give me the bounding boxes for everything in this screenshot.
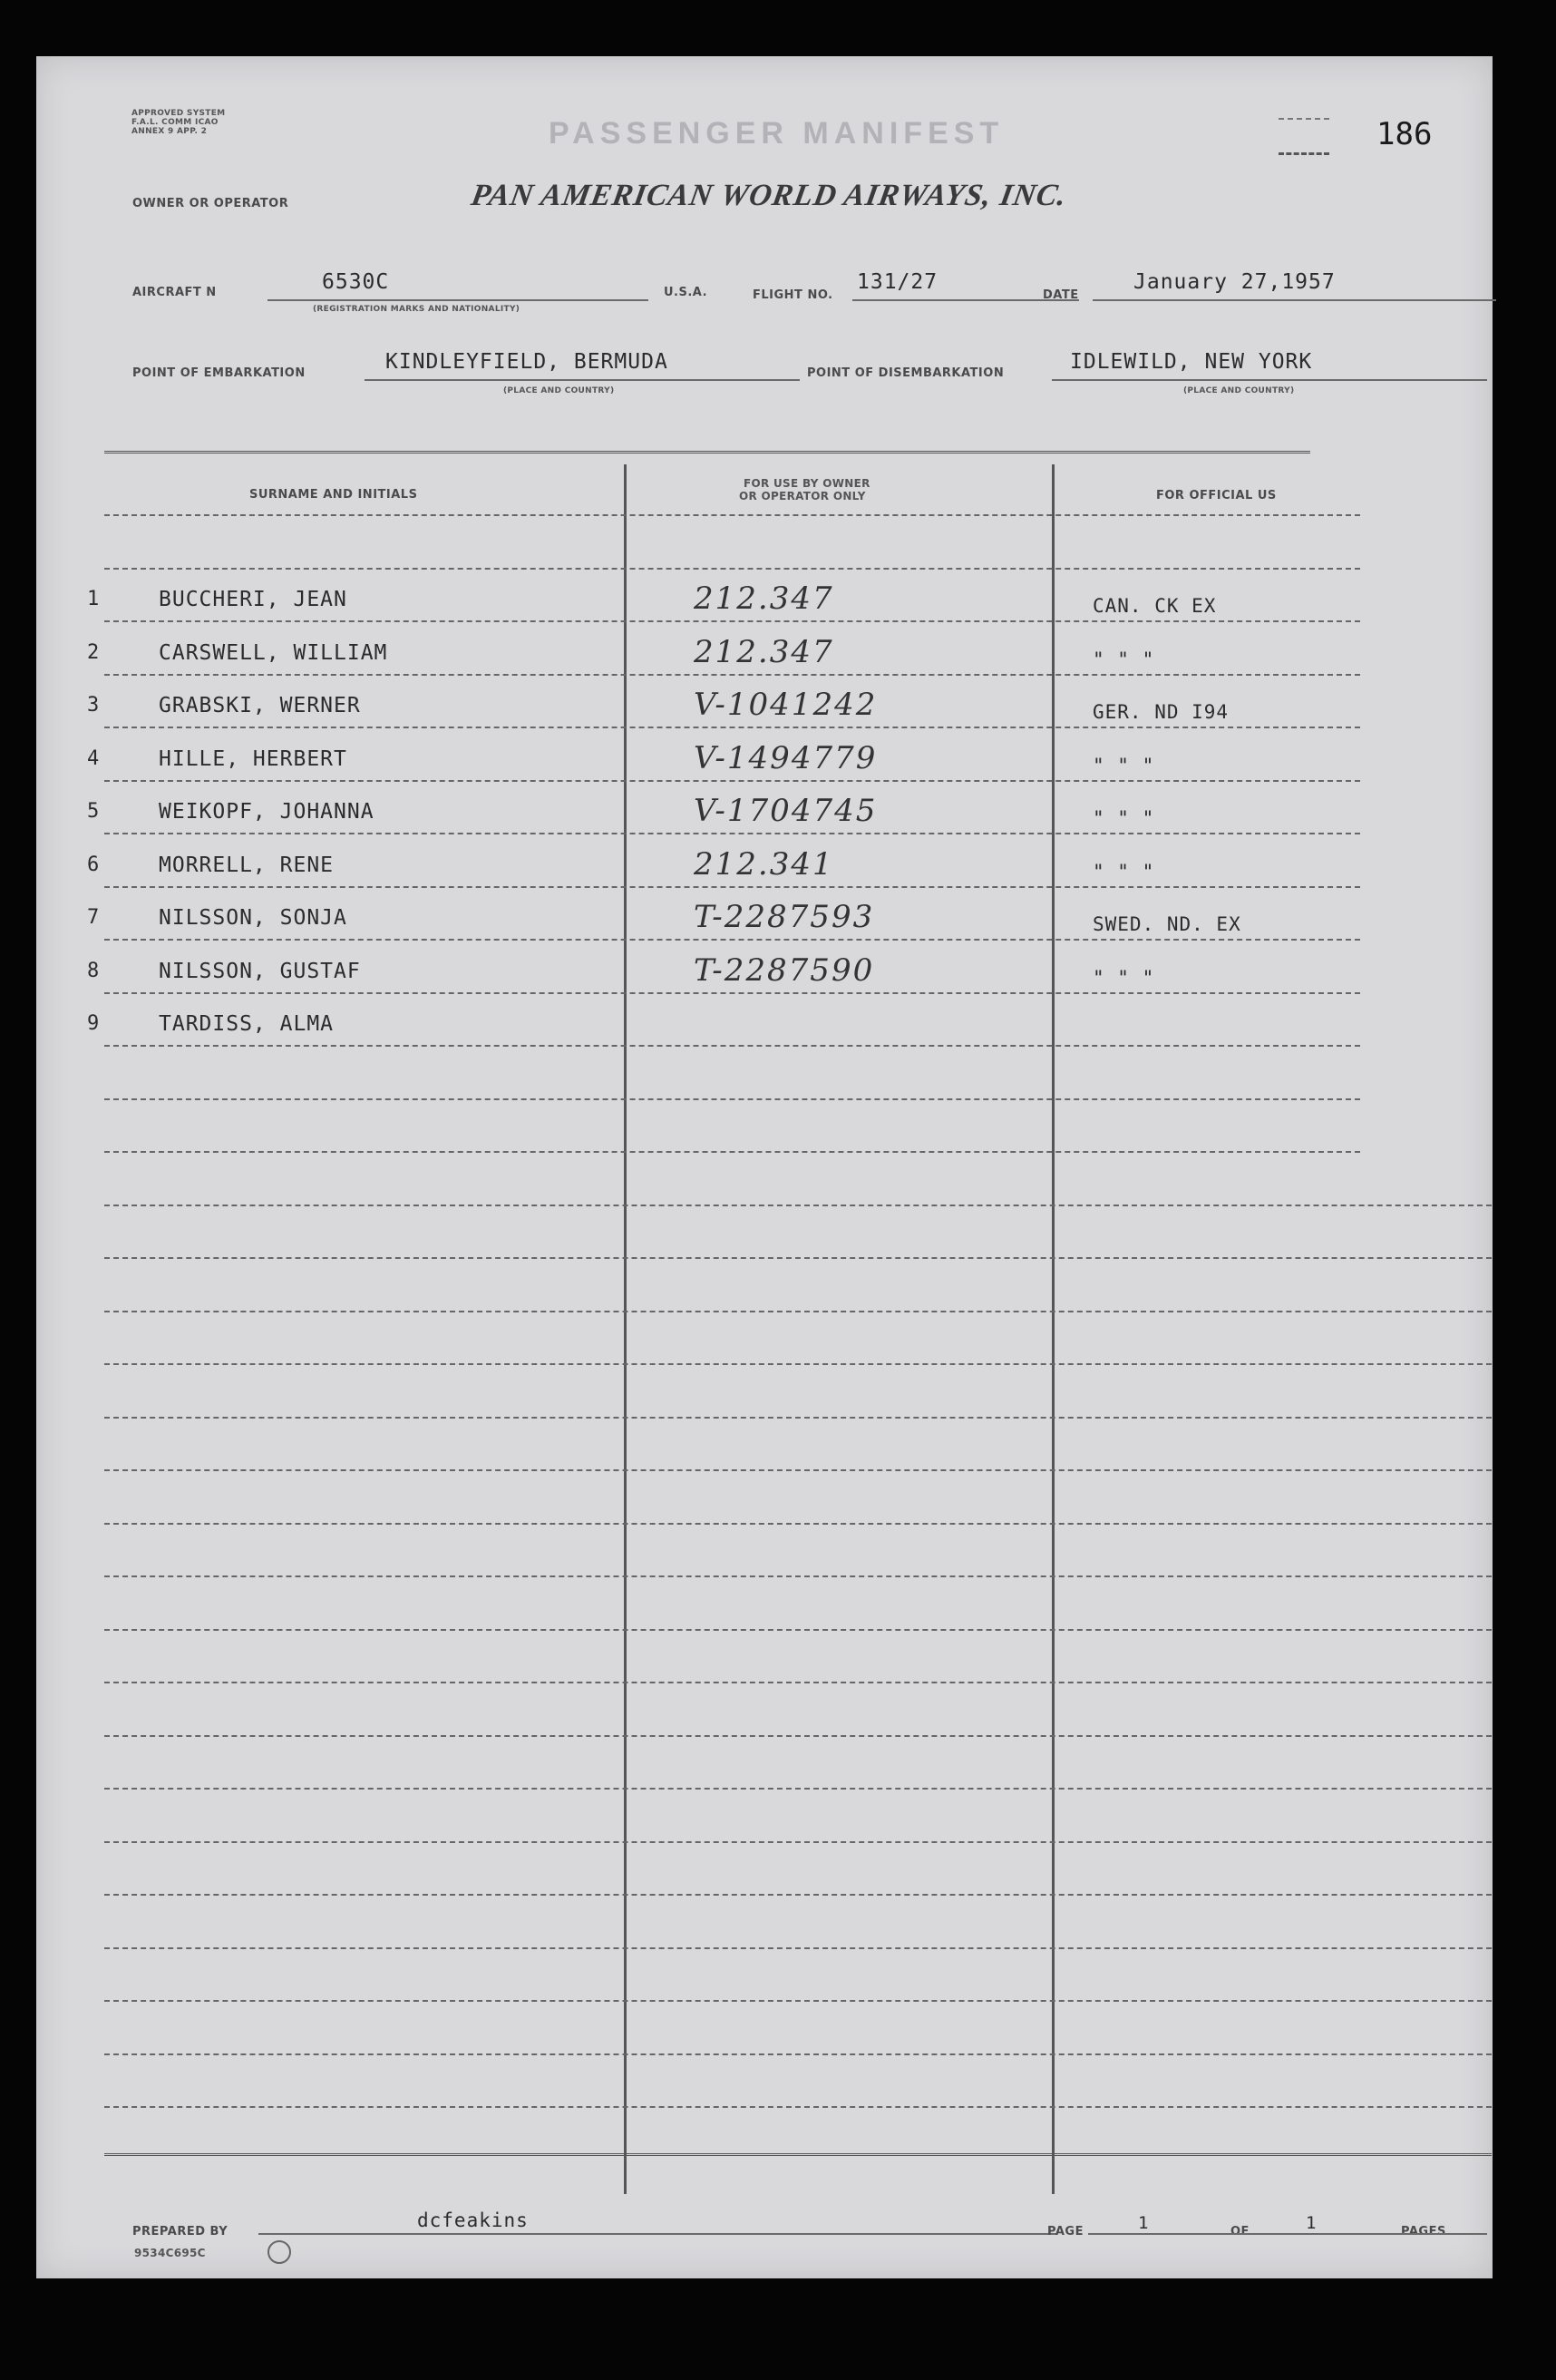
page-number: 186 xyxy=(1376,116,1433,152)
table-rule xyxy=(104,2000,1492,2002)
row-number: 9 xyxy=(87,1012,101,1035)
table-rule xyxy=(104,1098,1360,1100)
table-rule xyxy=(104,1841,1492,1843)
table-top-rule xyxy=(104,451,1310,454)
owner-reference: V-1494779 xyxy=(694,739,878,776)
embark-value: KINDLEYFIELD, BERMUDA xyxy=(385,350,668,374)
table-rule xyxy=(104,780,1360,782)
owner-reference: T-2287593 xyxy=(694,899,875,935)
owner-reference: V-1041242 xyxy=(694,687,878,723)
col-owner-header-1: FOR USE BY OWNER xyxy=(744,477,870,490)
official-note: CAN. CK EX xyxy=(1093,595,1217,617)
table-rule xyxy=(104,1469,1492,1471)
table-rule xyxy=(104,727,1360,728)
row-number: 4 xyxy=(87,746,101,770)
of-label: OF xyxy=(1230,2225,1250,2239)
column-divider-2 xyxy=(1052,464,1055,2194)
of-value: 1 xyxy=(1306,2213,1318,2233)
corner-mark-lower xyxy=(1279,152,1329,155)
owner-reference: 212.341 xyxy=(694,845,834,883)
official-note: " " " xyxy=(1093,754,1155,776)
flight-label: FLIGHT NO. xyxy=(753,288,833,302)
passenger-name: WEIKOPF, JOHANNA xyxy=(159,800,374,824)
disembark-sublabel: (PLACE AND COUNTRY) xyxy=(1183,386,1295,395)
col-official-header: FOR OFFICIAL US xyxy=(1156,489,1277,502)
table-rule xyxy=(104,1735,1492,1737)
passenger-name: GRABSKI, WERNER xyxy=(159,694,361,717)
official-note: " " " xyxy=(1093,966,1155,989)
embark-sublabel: (PLACE AND COUNTRY) xyxy=(503,386,615,395)
page-label: PAGE xyxy=(1047,2225,1084,2239)
table-rule xyxy=(104,674,1360,676)
table-rule xyxy=(104,1947,1492,1949)
table-rule xyxy=(104,1523,1492,1525)
pages-label: PAGES xyxy=(1401,2225,1446,2239)
aircraft-sublabel: (REGISTRATION MARKS AND NATIONALITY) xyxy=(313,305,520,314)
passenger-name: MORRELL, RENE xyxy=(159,853,335,877)
table-rule xyxy=(104,620,1360,622)
owner-reference: 212.347 xyxy=(694,580,834,617)
passenger-name: BUCCHERI, JEAN xyxy=(159,588,347,611)
table-rule xyxy=(104,2106,1492,2108)
passenger-name: CARSWELL, WILLIAM xyxy=(159,640,388,665)
disembark-value: IDLEWILD, NEW YORK xyxy=(1070,350,1313,374)
table-rule xyxy=(104,1575,1492,1577)
row-number: 7 xyxy=(87,906,101,929)
flight-value: 131/27 xyxy=(857,270,938,294)
table-rule xyxy=(104,1788,1492,1790)
aircraft-value: 6530C xyxy=(322,270,390,294)
table-rule xyxy=(104,1045,1360,1047)
usa-label: U.S.A. xyxy=(664,286,708,299)
table-rule xyxy=(104,886,1360,888)
table-rule xyxy=(104,1151,1360,1153)
form-number: 9534C695C xyxy=(134,2247,206,2259)
aircraft-label: AIRCRAFT N xyxy=(132,286,217,299)
official-note: GER. ND I94 xyxy=(1093,701,1230,723)
official-note: " " " xyxy=(1093,648,1155,670)
prepared-value: dcfeakins xyxy=(417,2209,529,2231)
col-name-header: SURNAME AND INITIALS xyxy=(249,488,418,502)
table-rule xyxy=(104,1205,1492,1206)
row-number: 2 xyxy=(87,640,101,664)
table-rule xyxy=(104,2053,1492,2055)
passenger-name: NILSSON, GUSTAF xyxy=(159,959,361,983)
owner-value: PAN AMERICAN WORLD AIRWAYS, INC. xyxy=(468,179,1070,212)
column-divider-1 xyxy=(624,464,627,2194)
col-owner-header-2: OR OPERATOR ONLY xyxy=(739,490,866,502)
manifest-sheet xyxy=(36,56,1493,2278)
owner-reference: V-1704745 xyxy=(694,793,878,829)
row-number: 8 xyxy=(87,959,101,982)
row-number: 3 xyxy=(87,694,101,717)
official-note: " " " xyxy=(1093,860,1155,883)
form-title: PASSENGER MANIFEST xyxy=(549,116,1005,151)
owner-label: OWNER OR OPERATOR xyxy=(132,197,289,210)
corner-mark xyxy=(1279,118,1329,120)
table-rule xyxy=(104,833,1360,834)
row-number: 5 xyxy=(87,800,101,823)
table-rule xyxy=(104,1682,1492,1683)
table-rule xyxy=(104,514,1360,516)
page-value: 1 xyxy=(1138,2213,1150,2233)
table-rule xyxy=(104,1894,1492,1896)
official-note: " " " xyxy=(1093,807,1155,829)
owner-reference: 212.347 xyxy=(694,633,834,670)
table-rule xyxy=(104,992,1360,994)
date-value: January 27,1957 xyxy=(1133,270,1336,294)
passenger-name: HILLE, HERBERT xyxy=(159,746,347,771)
table-bottom-rule xyxy=(104,2153,1492,2156)
table-rule xyxy=(104,1363,1492,1365)
embark-label: POINT OF EMBARKATION xyxy=(132,366,306,380)
table-rule xyxy=(104,1257,1492,1259)
owner-reference: T-2287590 xyxy=(694,951,875,989)
union-bug-icon xyxy=(267,2240,291,2264)
table-rule xyxy=(104,1311,1492,1312)
disembark-label: POINT OF DISEMBARKATION xyxy=(807,366,1005,380)
row-number: 6 xyxy=(87,853,101,876)
table-rule xyxy=(104,568,1360,570)
row-number: 1 xyxy=(87,588,101,610)
table-rule xyxy=(104,1629,1492,1631)
date-label: DATE xyxy=(1043,288,1079,302)
table-rule xyxy=(104,1417,1492,1419)
table-rule xyxy=(104,939,1360,941)
prepared-label: PREPARED BY xyxy=(132,2225,229,2239)
passenger-name: NILSSON, SONJA xyxy=(159,906,347,930)
approval-stamp: APPROVED SYSTEM F.A.L. COMM ICAO ANNEX 9 APP. 2 xyxy=(131,109,226,136)
passenger-name: TARDISS, ALMA xyxy=(159,1012,335,1036)
official-note: SWED. ND. EX xyxy=(1093,913,1241,935)
